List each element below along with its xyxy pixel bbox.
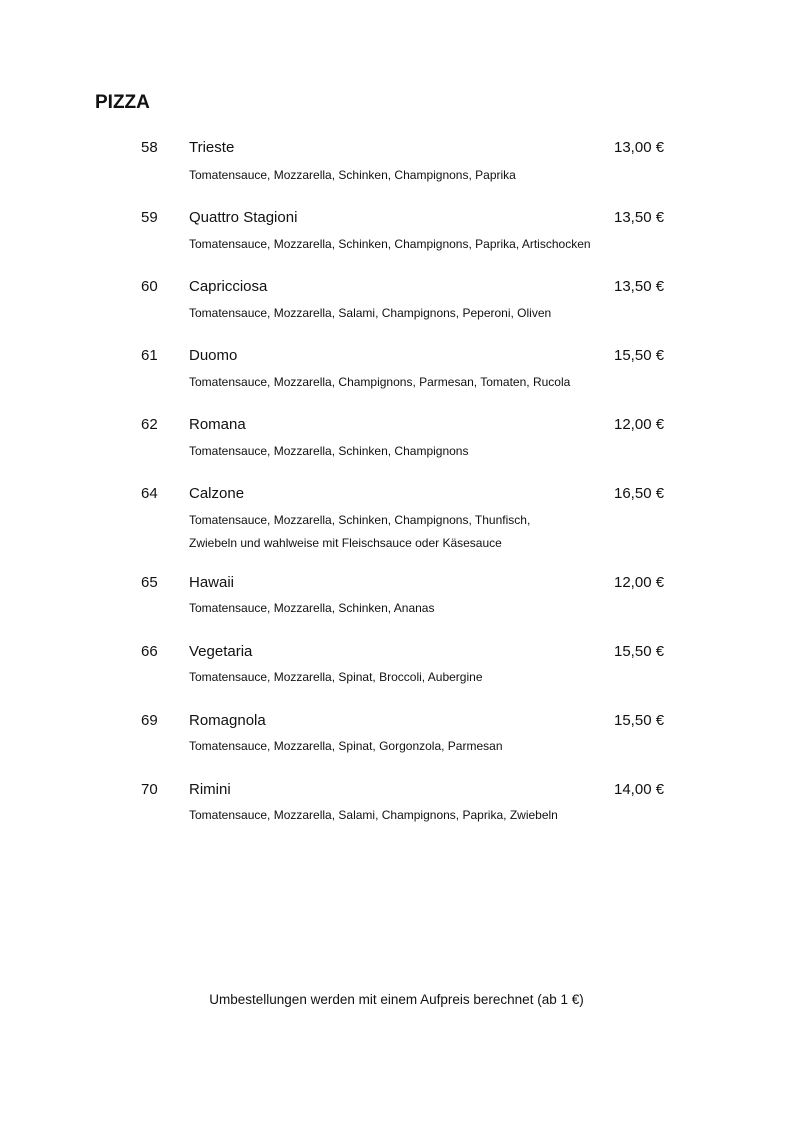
item-description [189, 440, 619, 463]
item-price: 15,50 € [614, 643, 665, 660]
item-price: 15,50 € [614, 712, 665, 729]
item-name: Calzone [189, 485, 245, 502]
item-price: 13,50 € [614, 209, 665, 226]
item-description-line: Tomatensauce, Mozzarella, Schinken, Champignons [189, 444, 469, 458]
item-number: 62 [141, 416, 158, 433]
item-description-line: Tomatensauce, Mozzarella, Salami, Champignons, Paprika, Zwiebeln [189, 808, 558, 822]
item-description-line: Tomatensauce, Mozzarella, Schinken, Champignons, Thunfisch, [189, 513, 531, 527]
item-description-line: Tomatensauce, Mozzarella, Spinat, Gorgonzola, Parmesan [189, 739, 503, 753]
item-description-line: Zwiebeln und wahlweise mit Fleischsauce oder Käsesauce [189, 536, 502, 550]
footer-note: Umbestellungen werden mit einem Aufpreis berechnet (ab 1 €) [209, 992, 584, 1007]
item-price: 13,00 € [614, 139, 665, 156]
item-number: 60 [141, 278, 158, 295]
item-name: Capricciosa [189, 278, 268, 295]
item-description [189, 371, 619, 394]
item-description [189, 302, 619, 325]
item-description [189, 164, 619, 187]
item-number: 70 [141, 781, 158, 798]
item-description [189, 666, 619, 689]
item-name: Romana [189, 416, 246, 433]
item-number: 58 [141, 139, 158, 156]
item-description [189, 233, 619, 256]
item-price: 15,50 € [614, 347, 665, 364]
item-number: 65 [141, 574, 158, 591]
item-name: Hawaii [189, 574, 235, 591]
item-number: 66 [141, 643, 158, 660]
item-description-line: Tomatensauce, Mozzarella, Schinken, Champignons, Paprika [189, 168, 516, 182]
item-description [189, 735, 619, 758]
item-name: Trieste [189, 139, 235, 156]
item-price: 12,00 € [614, 416, 665, 433]
item-price: 12,00 € [614, 574, 665, 591]
item-description [189, 509, 619, 555]
page-title: PIZZA [95, 92, 150, 113]
item-name: Vegetaria [189, 643, 253, 660]
item-description-line: Tomatensauce, Mozzarella, Schinken, Champignons, Paprika, Artischocken [189, 237, 591, 251]
item-name: Romagnola [189, 712, 266, 729]
item-description-line: Tomatensauce, Mozzarella, Salami, Champignons, Peperoni, Oliven [189, 306, 552, 320]
item-price: 14,00 € [614, 781, 665, 798]
item-number: 64 [141, 485, 158, 502]
item-number: 61 [141, 347, 158, 364]
item-name: Duomo [189, 347, 238, 364]
item-number: 59 [141, 209, 158, 226]
item-description-line: Tomatensauce, Mozzarella, Spinat, Broccoli, Aubergine [189, 670, 483, 684]
item-price: 13,50 € [614, 278, 665, 295]
item-description-line: Tomatensauce, Mozzarella, Schinken, Ananas [189, 601, 435, 615]
item-name: Rimini [189, 781, 231, 798]
item-description [189, 804, 619, 827]
item-description [189, 597, 619, 620]
item-number: 69 [141, 712, 158, 729]
item-description-line: Tomatensauce, Mozzarella, Champignons, Parmesan, Tomaten, Rucola [189, 375, 571, 389]
item-name: Quattro Stagioni [189, 209, 298, 226]
item-price: 16,50 € [614, 485, 665, 502]
